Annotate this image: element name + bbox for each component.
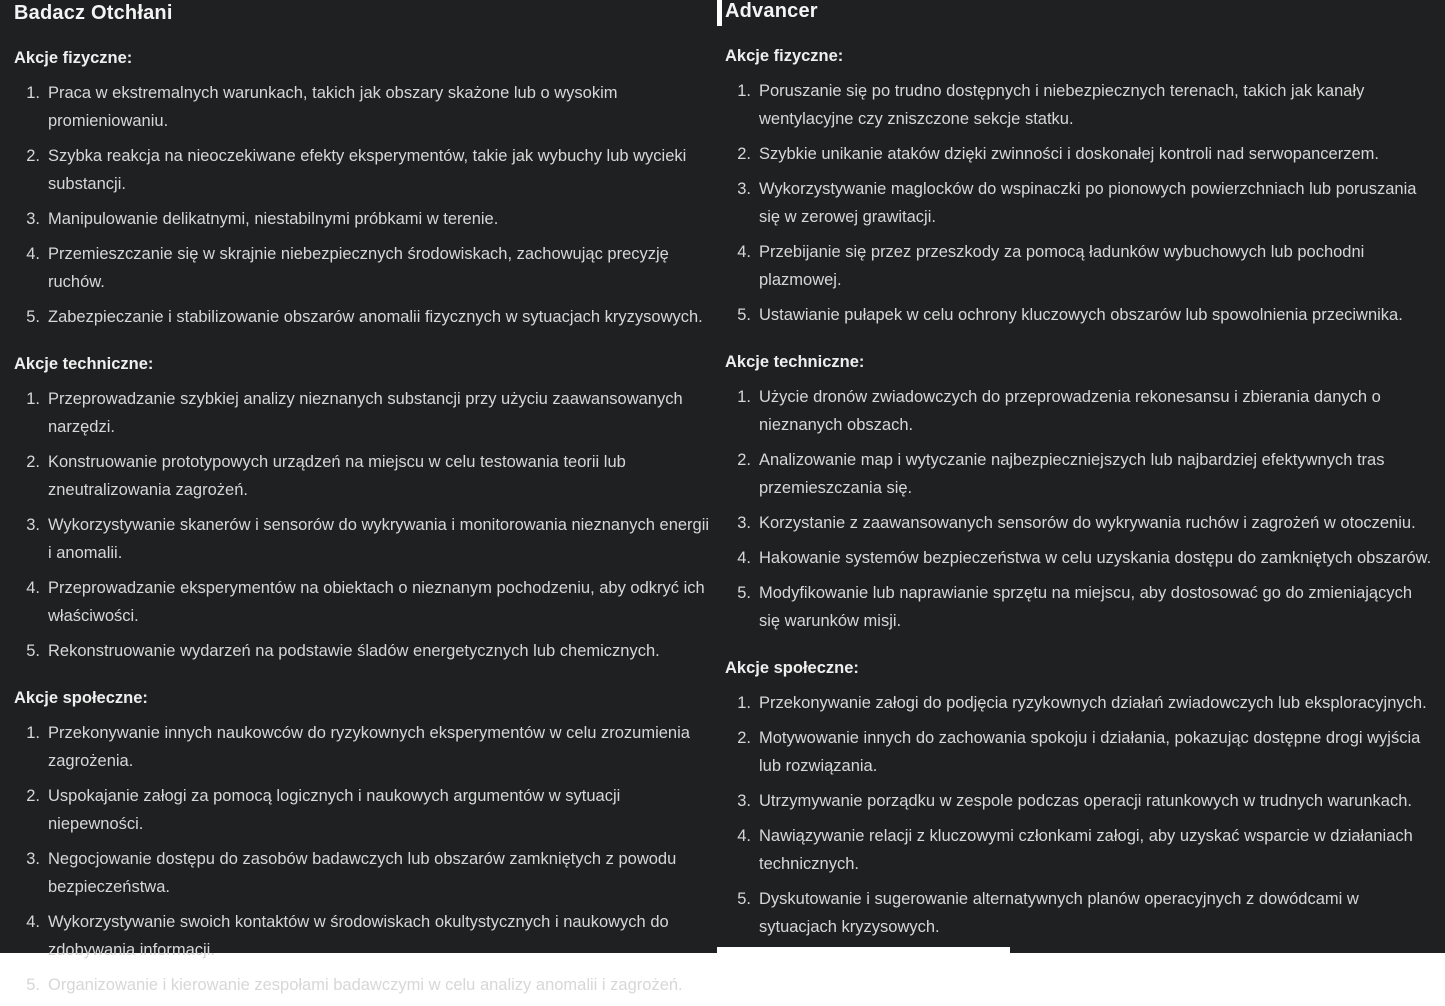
list-item-text: Konstruowanie prototypowych urządzeń na miejscu w celu testowania teorii lub zneutralizowania zagrożeń.	[48, 453, 626, 499]
list-item-text: Negocjowanie dostępu do zasobów badawczych lub obszarów zamkniętych z powodu bezpieczeństwa.	[48, 850, 677, 896]
list-item	[725, 822, 1435, 878]
list-item-text: Praca w ekstremalnych warunkach, takich jak obszary skażone lub o wysokim promieniowaniu.	[48, 84, 618, 130]
list-item	[725, 544, 1435, 572]
list-item-number: 5.	[26, 642, 40, 660]
list-item-text: Ustawianie pułapek w celu ochrony kluczowych obszarów lub spowolnienia przeciwnika.	[759, 306, 1403, 324]
list-item-text: Korzystanie z zaawansowanych sensorów do wykrywania ruchów i zagrożeń w otoczeniu.	[759, 514, 1416, 532]
list-item	[14, 240, 712, 296]
list-item-number: 3.	[26, 850, 40, 868]
top-gap-divider	[717, 0, 722, 26]
list-item-number: 3.	[26, 210, 40, 228]
list-item-number: 2.	[737, 729, 751, 747]
list-item	[14, 205, 712, 233]
list-item-text: Hakowanie systemów bezpieczeństwa w celu uzyskania dostępu do zamkniętych obszarów.	[759, 549, 1432, 567]
list-item-number: 5.	[737, 584, 751, 602]
list-item	[725, 885, 1435, 941]
list-item	[725, 579, 1435, 635]
list-item	[14, 303, 712, 331]
column-title: Badacz Otchłani	[14, 2, 173, 24]
list-item	[725, 238, 1435, 294]
action-list	[725, 77, 1435, 329]
section-heading: Akcje fizyczne:	[725, 47, 844, 65]
list-item	[725, 787, 1435, 815]
list-item	[14, 385, 712, 441]
list-item-number: 2.	[737, 451, 751, 469]
action-list	[725, 689, 1435, 941]
list-item-number: 1.	[26, 84, 40, 102]
list-item-text: Modyfikowanie lub naprawianie sprzętu na miejscu, aby dostosować go do zmieniających się warunków misji.	[759, 584, 1413, 630]
section-heading: Akcje techniczne:	[725, 353, 865, 371]
list-item-text: Przeprowadzanie szybkiej analizy nieznanych substancji przy użyciu zaawansowanych narzędzi.	[48, 390, 683, 436]
list-item-number: 4.	[737, 549, 751, 567]
list-item-number: 1.	[737, 388, 751, 406]
list-item	[725, 301, 1435, 329]
list-item-number: 1.	[737, 82, 751, 100]
list-item-number: 3.	[26, 516, 40, 534]
list-item	[725, 446, 1435, 502]
list-item	[14, 574, 712, 630]
list-item-number: 3.	[737, 514, 751, 532]
list-item-number: 3.	[737, 792, 751, 810]
section-heading: Akcje techniczne:	[14, 355, 154, 373]
section-heading: Akcje społeczne:	[725, 659, 859, 677]
list-item-number: 2.	[26, 147, 40, 165]
list-item-number: 4.	[26, 913, 40, 931]
list-item-number: 1.	[26, 390, 40, 408]
list-item	[725, 724, 1435, 780]
list-item	[14, 845, 712, 901]
list-item-text: Uspokajanie załogi za pomocą logicznych i naukowych argumentów w sytuacji niepewności.	[48, 787, 621, 833]
action-list	[14, 385, 712, 665]
action-list	[725, 383, 1435, 635]
list-item-text: Nawiązywanie relacji z kluczowymi członkami załogi, aby uzyskać wsparcie w działaniach technicznych.	[759, 827, 1413, 873]
list-item-number: 5.	[26, 308, 40, 326]
list-item	[14, 782, 712, 838]
section-heading: Akcje fizyczne:	[14, 49, 133, 67]
list-item-number: 4.	[26, 245, 40, 263]
list-item-number: 2.	[26, 787, 40, 805]
list-item-number: 4.	[737, 243, 751, 261]
list-item-number: 2.	[737, 145, 751, 163]
list-item-text: Manipulowanie delikatnymi, niestabilnymi próbkami w terenie.	[48, 210, 499, 228]
list-item-text: Przeprowadzanie eksperymentów na obiektach o nieznanym pochodzeniu, aby odkryć ich właściwości.	[48, 579, 705, 625]
list-item-number: 5.	[737, 306, 751, 324]
list-item-number: 4.	[26, 579, 40, 597]
list-item	[14, 448, 712, 504]
list-item-number: 4.	[737, 827, 751, 845]
action-list	[14, 79, 712, 331]
list-item-number: 1.	[737, 694, 751, 712]
list-item-text: Dyskutowanie i sugerowanie alternatywnych planów operacyjnych z dowódcami w sytuacjach kryzysowych.	[759, 890, 1359, 936]
list-item-text: Analizowanie map i wytyczanie najbezpieczniejszych lub najbardziej efektywnych tras przemieszczania się.	[759, 451, 1385, 497]
list-item-number: 5.	[737, 890, 751, 908]
list-item	[725, 175, 1435, 231]
action-list	[14, 719, 712, 999]
list-item-text: Utrzymywanie porządku w zespole podczas operacji ratunkowych w trudnych warunkach.	[759, 792, 1412, 810]
list-item-number: 5.	[26, 976, 40, 994]
list-item-text: Rekonstruowanie wydarzeń na podstawie śladów energetycznych lub chemicznych.	[48, 642, 660, 660]
list-item-text: Użycie dronów zwiadowczych do przeprowadzenia rekonesansu i zbierania danych o nieznanych obszach.	[759, 388, 1381, 434]
list-item	[14, 637, 712, 665]
list-item-text: Szybka reakcja na nieoczekiwane efekty eksperymentów, takie jak wybuchy lub wycieki substancji.	[48, 147, 687, 193]
list-item-text: Przekonywanie innych naukowców do ryzykownych eksperymentów w celu zrozumienia zagrożenia.	[48, 724, 690, 770]
list-item	[14, 79, 712, 135]
list-item-text: Motywowanie innych do zachowania spokoju i działania, pokazując dostępne drogi wyjścia lub rozwiązania.	[759, 729, 1421, 775]
list-item-number: 1.	[26, 724, 40, 742]
list-item-text: Przekonywanie załogi do podjęcia ryzykownych działań zwiadowczych lub eksploracyjnych.	[759, 694, 1427, 712]
list-item-number: 2.	[26, 453, 40, 471]
list-item-text: Przebijanie się przez przeszkody za pomocą ładunków wybuchowych lub pochodni plazmowej.	[759, 243, 1365, 289]
list-item-text: Wykorzystywanie skanerów i sensorów do wykrywania i monitorowania nieznanych energii i anomalii.	[48, 516, 710, 562]
list-item-text: Zabezpieczanie i stabilizowanie obszarów anomalii fizycznych w sytuacjach kryzysowych.	[48, 308, 703, 326]
list-item	[725, 140, 1435, 168]
list-item	[14, 511, 712, 567]
list-item	[14, 719, 712, 775]
list-item-text: Wykorzystywanie maglocków do wspinaczki po pionowych powierzchniach lub poruszania się w zerowej grawitacji.	[759, 180, 1417, 226]
list-item-text: Poruszanie się po trudno dostępnych i niebezpiecznych terenach, takich jak kanały wentylacyjne czy zniszczone sekcje statku.	[759, 82, 1365, 128]
list-item	[14, 908, 712, 964]
bottom-white-strip	[717, 947, 1010, 953]
list-item	[14, 142, 712, 198]
column-title: Advancer	[725, 0, 818, 22]
list-item-text: Organizowanie i kierowanie zespołami badawczymi w celu analizy anomalii i zagrożeń.	[48, 976, 683, 994]
list-item-text: Wykorzystywanie swoich kontaktów w środowiskach okultystycznych i naukowych do zdobywania informacji.	[48, 913, 669, 959]
list-item	[725, 383, 1435, 439]
column-advancer	[725, 0, 1435, 948]
list-item-number: 3.	[737, 180, 751, 198]
list-item	[725, 77, 1435, 133]
list-item-text: Szybkie unikanie ataków dzięki zwinności i doskonałej kontroli nad serwopancerzem.	[759, 145, 1379, 163]
list-item-text: Przemieszczanie się w skrajnie niebezpiecznych środowiskach, zachowując precyzję ruchów.	[48, 245, 669, 291]
list-item	[14, 971, 712, 999]
section-heading: Akcje społeczne:	[14, 689, 148, 707]
list-item	[725, 509, 1435, 537]
list-item	[725, 689, 1435, 717]
column-badacz-otchlani	[14, 0, 712, 1006]
